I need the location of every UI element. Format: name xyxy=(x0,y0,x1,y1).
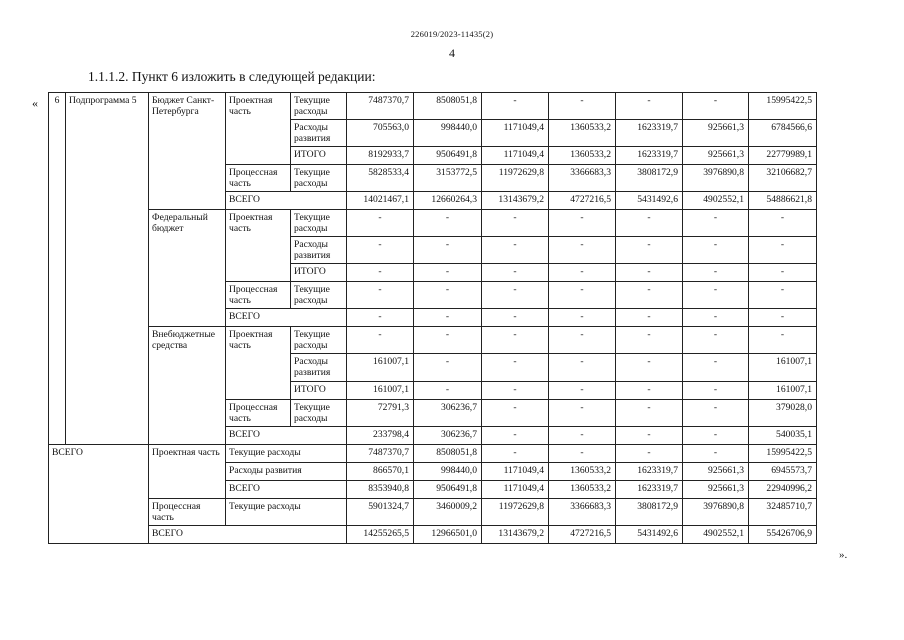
value-cell: 12660264,3 xyxy=(414,192,482,210)
value-cell: - xyxy=(749,282,817,309)
expense-current: Текущие расходы xyxy=(226,444,347,462)
value-cell: - xyxy=(616,264,683,282)
value-cell: - xyxy=(347,282,414,309)
value-cell: 14255265,5 xyxy=(347,525,414,543)
value-cell: 925661,3 xyxy=(683,462,749,480)
vsego-label: ВСЕГО xyxy=(226,192,347,210)
value-cell: - xyxy=(683,381,749,399)
value-cell: - xyxy=(683,210,749,237)
value-cell: 6945573,7 xyxy=(749,462,817,480)
expense-development: Расходы развития xyxy=(291,354,347,381)
value-cell: 1623319,7 xyxy=(616,120,683,147)
value-cell: 8192933,7 xyxy=(347,147,414,165)
value-cell: 705563,0 xyxy=(347,120,414,147)
value-cell: 32106682,7 xyxy=(749,165,817,192)
expense-current: Текущие расходы xyxy=(291,210,347,237)
value-cell: 15995422,5 xyxy=(749,93,817,120)
value-cell: - xyxy=(549,426,616,444)
value-cell: 14021467,1 xyxy=(347,192,414,210)
itogo-label: ИТОГО xyxy=(291,264,347,282)
value-cell: - xyxy=(616,237,683,264)
value-cell: 998440,0 xyxy=(414,120,482,147)
value-cell: - xyxy=(616,426,683,444)
value-cell: 3808172,9 xyxy=(616,498,683,525)
expense-current: Текущие расходы xyxy=(226,498,347,525)
value-cell: 3976890,8 xyxy=(683,498,749,525)
value-cell: - xyxy=(616,444,683,462)
expense-development: Расходы развития xyxy=(291,237,347,264)
value-cell: - xyxy=(549,399,616,426)
value-cell: - xyxy=(749,237,817,264)
table-row xyxy=(49,93,817,120)
value-cell: - xyxy=(347,264,414,282)
expense-current: Текущие расходы xyxy=(291,282,347,309)
part-project: Проектная часть xyxy=(226,210,291,282)
value-cell: - xyxy=(347,309,414,327)
value-cell: - xyxy=(683,264,749,282)
value-cell: - xyxy=(482,444,549,462)
value-cell: 306236,7 xyxy=(414,399,482,426)
value-cell: - xyxy=(616,327,683,354)
program-name: Подпрограмма 5 xyxy=(66,93,149,445)
table-row xyxy=(49,525,817,543)
part-project: Проектная часть xyxy=(226,327,291,399)
value-cell: - xyxy=(683,93,749,120)
value-cell: - xyxy=(414,210,482,237)
vsego-label: ВСЕГО xyxy=(226,426,347,444)
value-cell: - xyxy=(482,264,549,282)
value-cell: 11972629,8 xyxy=(482,498,549,525)
value-cell: - xyxy=(347,210,414,237)
document-number: 226019/2023-11435(2) xyxy=(410,29,494,39)
value-cell: - xyxy=(549,354,616,381)
value-cell: - xyxy=(683,354,749,381)
value-cell: 379028,0 xyxy=(749,399,817,426)
value-cell: 3366683,3 xyxy=(549,498,616,525)
value-cell: 12966501,0 xyxy=(414,525,482,543)
source-total: ВСЕГО xyxy=(49,444,149,543)
section-heading: 1.1.1.2. Пункт 6 изложить в следующей редакции: xyxy=(88,69,376,84)
value-cell: 4902552,1 xyxy=(683,525,749,543)
value-cell: - xyxy=(414,264,482,282)
value-cell: 233798,4 xyxy=(347,426,414,444)
value-cell: 4727216,5 xyxy=(549,525,616,543)
value-cell: - xyxy=(482,381,549,399)
expense-current: Текущие расходы xyxy=(291,327,347,354)
value-cell: - xyxy=(683,237,749,264)
vsego-label: ВСЕГО xyxy=(149,525,347,543)
value-cell: - xyxy=(482,210,549,237)
value-cell: 3808172,9 xyxy=(616,165,683,192)
value-cell: - xyxy=(482,354,549,381)
value-cell: 1360533,2 xyxy=(549,462,616,480)
value-cell: 3976890,8 xyxy=(683,165,749,192)
value-cell: - xyxy=(683,444,749,462)
part-process: Процессная часть xyxy=(149,498,226,525)
value-cell: 1171049,4 xyxy=(482,480,549,498)
expense-current: Текущие расходы xyxy=(291,399,347,426)
value-cell: 1623319,7 xyxy=(616,480,683,498)
value-cell: - xyxy=(749,327,817,354)
opening-quote: « xyxy=(32,96,38,110)
value-cell: 3460009,2 xyxy=(414,498,482,525)
value-cell: - xyxy=(414,309,482,327)
expense-current: Текущие расходы xyxy=(291,93,347,120)
value-cell: 540035,1 xyxy=(749,426,817,444)
value-cell: - xyxy=(616,309,683,327)
item-number: 6 xyxy=(49,93,66,445)
itogo-label: ИТОГО xyxy=(291,381,347,399)
value-cell: 5901324,7 xyxy=(347,498,414,525)
value-cell: 306236,7 xyxy=(414,426,482,444)
value-cell: - xyxy=(683,426,749,444)
value-cell: 925661,3 xyxy=(683,120,749,147)
budget-table xyxy=(48,92,817,544)
value-cell: - xyxy=(414,327,482,354)
value-cell: - xyxy=(683,282,749,309)
value-cell: 925661,3 xyxy=(683,480,749,498)
value-cell: 3366683,3 xyxy=(549,165,616,192)
value-cell: 5828533,4 xyxy=(347,165,414,192)
value-cell: 4902552,1 xyxy=(683,192,749,210)
value-cell: - xyxy=(549,282,616,309)
expense-development: Расходы развития xyxy=(291,120,347,147)
value-cell: - xyxy=(414,282,482,309)
value-cell: 22940996,2 xyxy=(749,480,817,498)
value-cell: - xyxy=(482,327,549,354)
value-cell: 5431492,6 xyxy=(616,525,683,543)
value-cell: - xyxy=(616,381,683,399)
part-process: Процессная часть xyxy=(226,399,291,426)
value-cell: - xyxy=(616,399,683,426)
value-cell: 1171049,4 xyxy=(482,147,549,165)
value-cell: - xyxy=(749,309,817,327)
value-cell: - xyxy=(549,210,616,237)
value-cell: 13143679,2 xyxy=(482,192,549,210)
value-cell: 161007,1 xyxy=(749,381,817,399)
vsego-label: ВСЕГО xyxy=(226,309,347,327)
source-federal: Федеральный бюджет xyxy=(149,210,226,327)
table-row xyxy=(49,498,817,525)
closing-quote: ». xyxy=(839,549,848,561)
value-cell: - xyxy=(549,264,616,282)
value-cell: - xyxy=(414,354,482,381)
value-cell: - xyxy=(616,354,683,381)
value-cell: - xyxy=(549,309,616,327)
value-cell: 22779989,1 xyxy=(749,147,817,165)
value-cell: - xyxy=(482,237,549,264)
table-row xyxy=(49,327,817,354)
value-cell: - xyxy=(414,237,482,264)
part-project: Проектная часть xyxy=(226,93,291,165)
value-cell: - xyxy=(749,210,817,237)
value-cell: 1360533,2 xyxy=(549,147,616,165)
expense-current: Текущие расходы xyxy=(291,165,347,192)
value-cell: 161007,1 xyxy=(749,354,817,381)
value-cell: 32485710,7 xyxy=(749,498,817,525)
value-cell: 1360533,2 xyxy=(549,480,616,498)
value-cell: 7487370,7 xyxy=(347,444,414,462)
value-cell: - xyxy=(549,237,616,264)
value-cell: - xyxy=(683,309,749,327)
value-cell: 5431492,6 xyxy=(616,192,683,210)
page-number: 4 xyxy=(449,46,455,60)
value-cell: 8353940,8 xyxy=(347,480,414,498)
value-cell: - xyxy=(683,327,749,354)
part-process: Процессная часть xyxy=(226,165,291,192)
value-cell: - xyxy=(749,264,817,282)
value-cell: - xyxy=(347,327,414,354)
value-cell: 54886621,8 xyxy=(749,192,817,210)
value-cell: - xyxy=(549,93,616,120)
value-cell: - xyxy=(482,282,549,309)
value-cell: 15995422,5 xyxy=(749,444,817,462)
vsego-label: ВСЕГО xyxy=(226,480,347,498)
value-cell: 1171049,4 xyxy=(482,462,549,480)
value-cell: 4727216,5 xyxy=(549,192,616,210)
value-cell: 8508051,8 xyxy=(414,93,482,120)
value-cell: 1623319,7 xyxy=(616,462,683,480)
value-cell: 161007,1 xyxy=(347,381,414,399)
value-cell: - xyxy=(482,426,549,444)
table-row xyxy=(49,444,817,462)
value-cell: 3153772,5 xyxy=(414,165,482,192)
value-cell: - xyxy=(683,399,749,426)
value-cell: 7487370,7 xyxy=(347,93,414,120)
itogo-label: ИТОГО xyxy=(291,147,347,165)
value-cell: 925661,3 xyxy=(683,147,749,165)
value-cell: 8508051,8 xyxy=(414,444,482,462)
table-row xyxy=(49,210,817,237)
source-extra: Внебюджетные средства xyxy=(149,327,226,444)
value-cell: - xyxy=(616,282,683,309)
expense-development: Расходы развития xyxy=(226,462,347,480)
value-cell: - xyxy=(414,381,482,399)
value-cell: - xyxy=(482,309,549,327)
value-cell: 72791,3 xyxy=(347,399,414,426)
value-cell: 55426706,9 xyxy=(749,525,817,543)
value-cell: - xyxy=(549,381,616,399)
value-cell: 998440,0 xyxy=(414,462,482,480)
value-cell: 9506491,8 xyxy=(414,147,482,165)
value-cell: 866570,1 xyxy=(347,462,414,480)
value-cell: - xyxy=(347,237,414,264)
value-cell: - xyxy=(549,327,616,354)
part-process: Процессная часть xyxy=(226,282,291,309)
value-cell: 1171049,4 xyxy=(482,120,549,147)
value-cell: - xyxy=(482,93,549,120)
value-cell: 161007,1 xyxy=(347,354,414,381)
value-cell: - xyxy=(616,210,683,237)
value-cell: 1623319,7 xyxy=(616,147,683,165)
source-spb: Бюджет Санкт-Петербурга xyxy=(149,93,226,210)
value-cell: - xyxy=(482,399,549,426)
value-cell: - xyxy=(616,93,683,120)
value-cell: 6784566,6 xyxy=(749,120,817,147)
value-cell: 11972629,8 xyxy=(482,165,549,192)
value-cell: 1360533,2 xyxy=(549,120,616,147)
part-project: Проектная часть xyxy=(149,444,226,498)
value-cell: 13143679,2 xyxy=(482,525,549,543)
value-cell: 9506491,8 xyxy=(414,480,482,498)
value-cell: - xyxy=(549,444,616,462)
